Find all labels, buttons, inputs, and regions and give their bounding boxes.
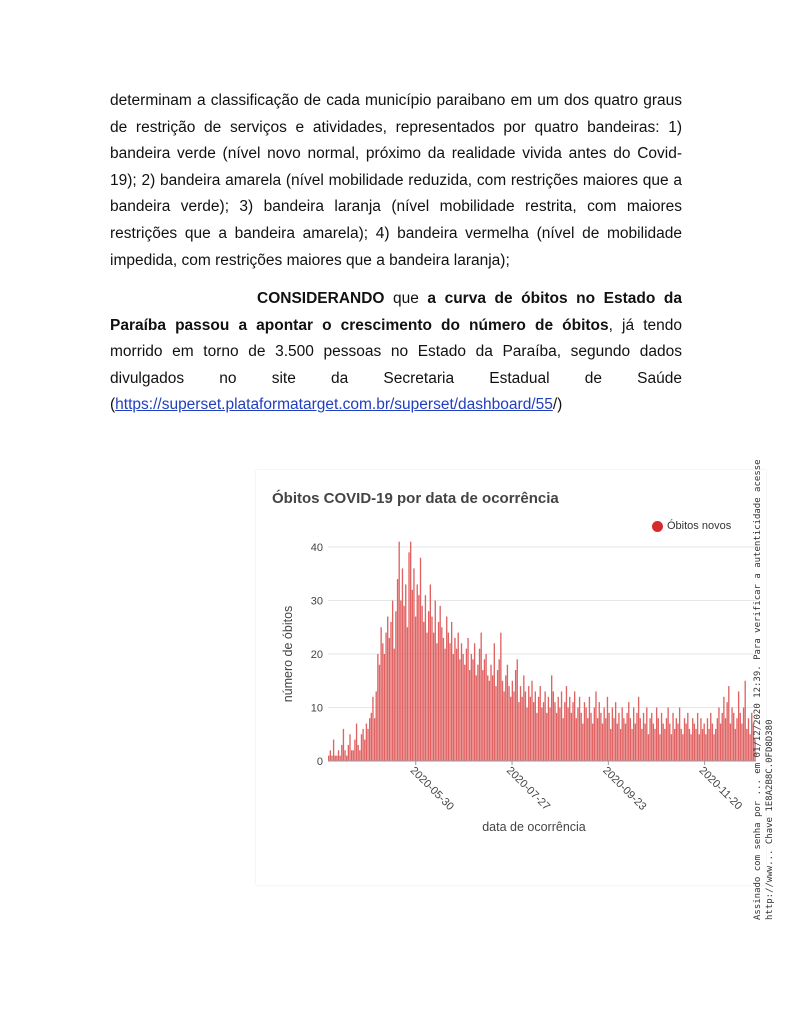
bar [494, 643, 495, 761]
bar [436, 643, 437, 761]
bar [456, 649, 457, 761]
bar [562, 718, 563, 761]
bar [553, 691, 554, 761]
bar [682, 734, 683, 761]
bar [525, 691, 526, 761]
bar [372, 697, 373, 761]
bar [431, 617, 432, 761]
bar [335, 756, 336, 761]
bar [526, 708, 527, 762]
bar [622, 708, 623, 762]
bar [697, 713, 698, 761]
bar [722, 713, 723, 761]
bar [530, 697, 531, 761]
bar [484, 659, 485, 761]
bar [512, 681, 513, 761]
x-tick-label: 2020-11-20 [696, 764, 745, 813]
bar [679, 708, 680, 762]
bar [717, 718, 718, 761]
bar [597, 718, 598, 761]
text-line: bandeira verde); 3) bandeira laranja (nível mobilidade restrita, com maiores [110, 198, 682, 216]
bar [671, 734, 672, 761]
bar [579, 697, 580, 761]
y-axis-title: número de óbitos [281, 605, 295, 703]
bar [685, 724, 686, 761]
bar [520, 686, 521, 761]
bar [448, 633, 449, 761]
bar [746, 729, 747, 761]
bar [459, 659, 460, 761]
bar [469, 670, 470, 761]
bar [702, 729, 703, 761]
bar [500, 633, 501, 761]
bar [474, 643, 475, 761]
bar [574, 691, 575, 761]
bar [425, 595, 426, 761]
bar [708, 729, 709, 761]
bar [585, 708, 586, 762]
text-fragment: /) [552, 396, 563, 414]
y-tick-label: 10 [310, 702, 323, 715]
bar [699, 734, 700, 761]
bar [551, 675, 552, 761]
bar [479, 649, 480, 761]
considerando-keyword: CONSIDERANDO [257, 290, 385, 307]
bar [358, 745, 359, 761]
bar [339, 756, 340, 761]
y-tick-label: 40 [310, 542, 323, 554]
x-tick-label: 2020-09-23 [600, 764, 649, 813]
bar [390, 622, 391, 761]
bar [371, 713, 372, 761]
bar [595, 691, 596, 761]
authentication-url: http://www... Chave 1E8A2B8C.0FD8D380 [765, 719, 775, 920]
bar [720, 724, 721, 761]
bar [584, 702, 585, 761]
bar [612, 708, 613, 762]
bar [513, 691, 514, 761]
bar [543, 702, 544, 761]
chart-plot-area [256, 470, 766, 885]
bar [653, 724, 654, 761]
bar [674, 729, 675, 761]
bar [590, 713, 591, 761]
bar [638, 697, 639, 761]
bar [356, 724, 357, 761]
bar [569, 697, 570, 761]
bar [681, 729, 682, 761]
bar [705, 734, 706, 761]
bar [663, 724, 664, 761]
bar [341, 745, 342, 761]
bar [728, 686, 729, 761]
bar [510, 697, 511, 761]
text-line [110, 392, 682, 419]
bar [451, 622, 452, 761]
bar [361, 734, 362, 761]
bar [523, 675, 524, 761]
bar [731, 708, 732, 762]
text-line: restrições que a bandeira amarela); 4) bandeira vermelha (nível de mobilidade [110, 224, 682, 242]
bar [462, 654, 463, 761]
bar [471, 654, 472, 761]
bar [354, 740, 355, 761]
bar [730, 724, 731, 761]
bar [330, 750, 331, 761]
bar [364, 740, 365, 761]
bar [548, 697, 549, 761]
bar [672, 713, 673, 761]
bar [576, 718, 577, 761]
bar [359, 750, 360, 761]
bar [712, 724, 713, 761]
bar [374, 718, 375, 761]
bar [438, 622, 439, 761]
bar [617, 724, 618, 761]
bar [615, 702, 616, 761]
bar [549, 708, 550, 762]
bar [367, 729, 368, 761]
bar [453, 654, 454, 761]
bar [648, 734, 649, 761]
bar [461, 643, 462, 761]
bar [482, 670, 483, 761]
bar [608, 713, 609, 761]
bar [741, 724, 742, 761]
text-line: divulgados no site da Secretaria Estadual de Saúde [110, 369, 682, 387]
bar [508, 686, 509, 761]
bar [328, 756, 329, 761]
bar [499, 659, 500, 761]
bar [400, 601, 401, 762]
bar [564, 702, 565, 761]
bold-emphasis: a curva de óbitos no Estado da [427, 290, 682, 307]
bar [710, 713, 711, 761]
bar [541, 708, 542, 762]
bar [495, 686, 496, 761]
y-tick-label: 20 [310, 649, 323, 661]
text-fragment: que [384, 290, 428, 307]
text-line: bandeira verde (nível novo normal, próximo da realidade vivida antes do Covid- [110, 145, 682, 163]
bar [643, 713, 644, 761]
bar [587, 718, 588, 761]
authentication-line: Assinado com senha por ... em 01/12/2020 12:39. Para verificar a autenticidade acesse [753, 459, 763, 920]
bar [659, 734, 660, 761]
bar [605, 718, 606, 761]
bar [389, 638, 390, 761]
bar [695, 729, 696, 761]
bar [738, 691, 739, 761]
bar [399, 542, 400, 761]
bar [610, 729, 611, 761]
bar [387, 617, 388, 761]
bar [517, 659, 518, 761]
bar [487, 675, 488, 761]
bar [472, 659, 473, 761]
text-line: impedida, com restrições maiores que a bandeira laranja); [110, 251, 510, 269]
bar [607, 697, 608, 761]
bar [518, 702, 519, 761]
bar [407, 627, 408, 761]
text-line: determinam a classificação de cada município paraibano em um dos quatro graus [110, 92, 682, 109]
bar [620, 729, 621, 761]
bar [589, 697, 590, 761]
bar [426, 633, 427, 761]
bar [408, 552, 409, 761]
bar [490, 665, 491, 761]
paragraph-considerando [110, 286, 682, 419]
bar [505, 675, 506, 761]
bar [489, 681, 490, 761]
bar [376, 691, 377, 761]
bar [466, 649, 467, 761]
x-tick-label: 2020-07-27 [503, 764, 553, 813]
chart-title: Óbitos COVID-19 por data de ocorrência [272, 490, 559, 507]
bar [476, 675, 477, 761]
bar [379, 665, 380, 761]
text-fragment: ( [110, 396, 116, 414]
bar [338, 750, 339, 761]
bar [623, 718, 624, 761]
bar [635, 724, 636, 761]
bar [418, 595, 419, 761]
bar [600, 713, 601, 761]
bar [644, 724, 645, 761]
bar [690, 734, 691, 761]
bar [667, 708, 668, 762]
bar [558, 697, 559, 761]
legend-label: Óbitos novos [667, 520, 732, 532]
bar [707, 718, 708, 761]
bar [423, 622, 424, 761]
bar [704, 724, 705, 761]
bar [641, 729, 642, 761]
bar [567, 708, 568, 762]
bar [384, 654, 385, 761]
bar [533, 702, 534, 761]
bar [502, 681, 503, 761]
bar [602, 724, 603, 761]
bar [413, 568, 414, 761]
bar [689, 729, 690, 761]
bar [651, 713, 652, 761]
bar [715, 729, 716, 761]
bar [377, 654, 378, 761]
bar [503, 691, 504, 761]
bar [571, 713, 572, 761]
bar [561, 691, 562, 761]
bar [481, 633, 482, 761]
bar [444, 649, 445, 761]
bar [687, 713, 688, 761]
bar [640, 718, 641, 761]
bar [661, 713, 662, 761]
bar [559, 708, 560, 762]
bar [522, 697, 523, 761]
bar [507, 665, 508, 761]
bar [449, 643, 450, 761]
bar [692, 718, 693, 761]
bar [412, 590, 413, 761]
bar [745, 681, 746, 761]
bar [331, 756, 332, 761]
bar [666, 718, 667, 761]
bar [492, 675, 493, 761]
bar [636, 713, 637, 761]
bar [336, 756, 337, 761]
bar [441, 627, 442, 761]
bar [385, 633, 386, 761]
bar [631, 729, 632, 761]
bar [394, 649, 395, 761]
bar [664, 729, 665, 761]
y-tick-label: 0 [316, 756, 323, 768]
authentication-stamp [752, 200, 776, 920]
text-fragment: , já tendo [608, 316, 682, 334]
bar [536, 713, 537, 761]
bar [556, 713, 557, 761]
bar [538, 697, 539, 761]
bar [718, 708, 719, 762]
text-line [110, 286, 682, 313]
bar [405, 584, 406, 761]
bar [628, 702, 629, 761]
bar [748, 718, 749, 761]
bar [433, 633, 434, 761]
text-line [110, 313, 682, 340]
bar [485, 654, 486, 761]
bar [581, 713, 582, 761]
superset-dashboard-link[interactable]: https://superset.plataformatarget.com.br/superset/dashboard/55 [115, 396, 553, 414]
bar [392, 601, 393, 762]
bar [464, 665, 465, 761]
bar [592, 724, 593, 761]
bar [382, 643, 383, 761]
text-line: 19); 2) bandeira amarela (nível mobilidade reduzida, com restrições maiores que a [110, 171, 682, 189]
bar [348, 745, 349, 761]
bar [369, 718, 370, 761]
bar [736, 718, 737, 761]
deaths-chart [256, 470, 766, 885]
bar [353, 750, 354, 761]
bar [740, 713, 741, 761]
y-tick-label: 30 [310, 595, 323, 608]
bar [713, 734, 714, 761]
bar [603, 708, 604, 762]
bar [467, 638, 468, 761]
bar [554, 702, 555, 761]
bar [343, 729, 344, 761]
bar [395, 611, 396, 761]
bar [599, 702, 600, 761]
bar [749, 734, 750, 761]
bar [626, 713, 627, 761]
bar [351, 750, 352, 761]
bar [458, 633, 459, 761]
bar [658, 718, 659, 761]
bar [582, 724, 583, 761]
bar [630, 718, 631, 761]
bar [366, 724, 367, 761]
bar [477, 665, 478, 761]
bar [677, 724, 678, 761]
bar [403, 606, 404, 761]
bar [417, 584, 418, 761]
paragraph-bandeiras [110, 88, 682, 274]
bar [410, 542, 411, 761]
bar [684, 718, 685, 761]
bar [528, 686, 529, 761]
bar [544, 691, 545, 761]
bar [646, 708, 647, 762]
bar [402, 568, 403, 761]
bar [613, 718, 614, 761]
bar [515, 670, 516, 761]
bar [454, 638, 455, 761]
x-tick-label: 2020-05-30 [407, 764, 456, 813]
bar [625, 724, 626, 761]
bar [430, 584, 431, 761]
bar [397, 579, 398, 761]
bar [428, 611, 429, 761]
bar [669, 724, 670, 761]
bar [420, 558, 421, 761]
bar [733, 713, 734, 761]
bar [694, 724, 695, 761]
bar [333, 740, 334, 761]
text-line: de restrição de serviços e atividades, representados por quatro bandeiras: 1) [110, 118, 682, 136]
bar [446, 617, 447, 761]
x-axis-title: data de ocorrência [482, 820, 586, 834]
bar [440, 606, 441, 761]
bar [566, 686, 567, 761]
bar [535, 691, 536, 761]
bar [725, 718, 726, 761]
bar [421, 606, 422, 761]
text-line: morrido em torno de 3.500 pessoas no Estado da Paraíba, segundo dados [110, 343, 682, 361]
bar [346, 756, 347, 761]
bar [577, 708, 578, 762]
bar [633, 708, 634, 762]
bar [654, 729, 655, 761]
bar [531, 681, 532, 761]
bar [743, 708, 744, 762]
bar [676, 718, 677, 761]
bar [415, 617, 416, 761]
bar [344, 750, 345, 761]
bar [700, 718, 701, 761]
bold-emphasis: Paraíba passou a apontar o crescimento do número de óbitos [110, 316, 609, 334]
bar [594, 708, 595, 762]
bar [443, 638, 444, 761]
bar [540, 686, 541, 761]
bar [656, 708, 657, 762]
bar [735, 729, 736, 761]
bar [349, 734, 350, 761]
bar [572, 702, 573, 761]
bar [649, 718, 650, 761]
bar [362, 729, 363, 761]
bar [726, 702, 727, 761]
bar [380, 627, 381, 761]
bar [618, 713, 619, 761]
bar [435, 601, 436, 762]
bar [723, 697, 724, 761]
bar [497, 670, 498, 761]
bar [546, 713, 547, 761]
